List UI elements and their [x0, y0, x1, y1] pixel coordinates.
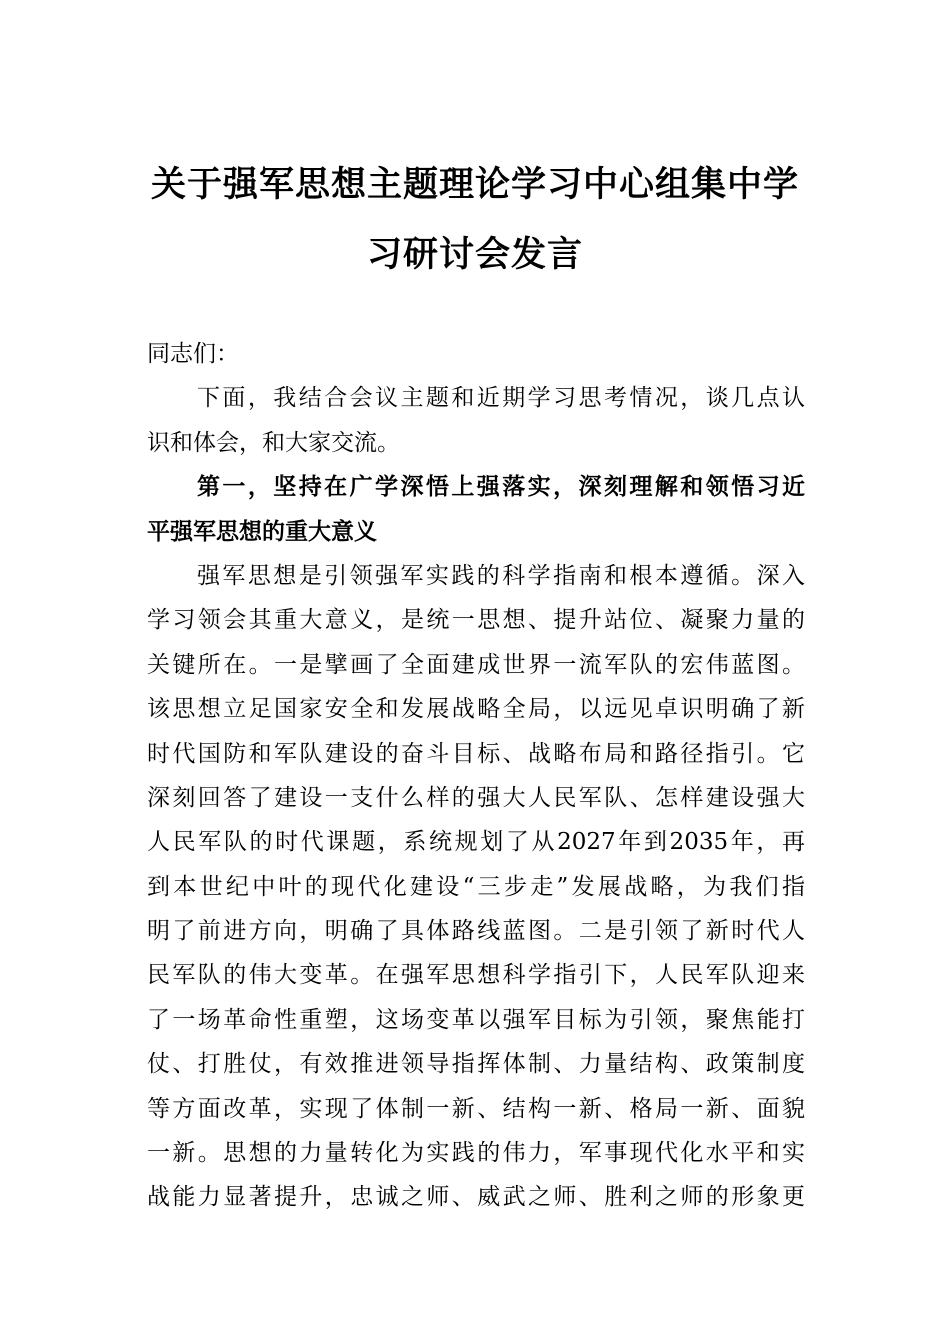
paragraph-line: 强军思想是引领强军实践的科学指南和根本遵循。深入	[197, 562, 805, 589]
paragraph-line: 民军队的伟大变革。在强军思想科学指引下，人民军队迎来	[147, 962, 805, 989]
document-body	[147, 332, 805, 1220]
paragraph-line: 学习领会其重大意义，是统一思想、提升站位、凝聚力量的	[147, 607, 805, 634]
paragraph-line: 深刻回答了建设一支什么样的强大人民军队、怎样建设强大	[147, 784, 805, 811]
paragraph-line: 时代国防和军队建设的奋斗目标、战略布局和路径指引。它	[147, 740, 805, 767]
paragraph-line: 一新。思想的力量转化为实践的伟力，军事现代化水平和实	[147, 1140, 805, 1167]
paragraph-line: 明了前进方向，明确了具体路线蓝图。二是引领了新时代人	[147, 918, 805, 945]
paragraph-line: 人民军队的时代课题，系统规划了从2027年到2035年，再	[147, 829, 805, 856]
paragraph-line: 该思想立足国家安全和发展战略全局，以远见卓识明确了新	[147, 696, 805, 723]
section-heading-line: 平强军思想的重大意义	[147, 518, 377, 545]
document-title-line-2: 习研讨会发言	[366, 234, 583, 275]
paragraph-line: 到本世纪中叶的现代化建设“三步走”发展战略，为我们指	[147, 873, 805, 900]
salutation: 同志们：	[147, 341, 239, 367]
paragraph-line: 仗、打胜仗，有效推进领导指挥体制、力量结构、政策制度	[147, 1051, 805, 1078]
paragraph-line: 下面，我结合会议主题和近期学习思考情况，谈几点认	[197, 385, 805, 412]
paragraph-line: 了一场革命性重塑，这场变革以强军目标为引领，聚焦能打	[147, 1006, 805, 1033]
paragraph-line: 关键所在。一是擘画了全面建成世界一流军队的宏伟蓝图。	[147, 651, 805, 678]
paragraph-line: 等方面改革，实现了体制一新、结构一新、格局一新、面貌	[147, 1095, 805, 1122]
paragraph-line: 识和体会，和大家交流。	[147, 429, 400, 456]
paragraph-line: 战能力显著提升，忠诚之师、威武之师、胜利之师的形象更	[147, 1184, 805, 1211]
section-heading-line: 第一，坚持在广学深悟上强落实，深刻理解和领悟习近	[197, 474, 805, 501]
document-title-line-1: 关于强军思想主题理论学习中心组集中学	[150, 164, 799, 205]
